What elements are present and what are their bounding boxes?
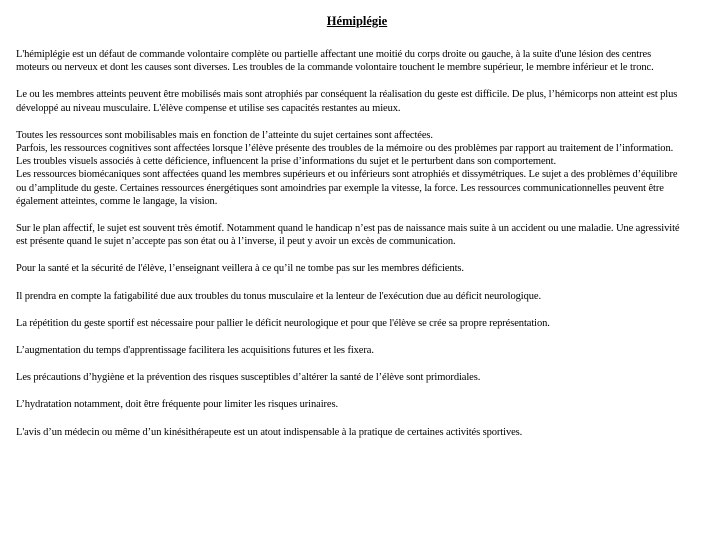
paragraph-mobilisation: Le ou les membres atteints peuvent être mobilisés mais sont atrophiés par conséquent la réalisation du geste est difficile. De plus, l’hémicorps non atteint est plus développé au niveau musculaire. L'élève compense et utilise ses capacités restantes au mieux. <box>16 89 678 114</box>
page-title: Hémiplégie <box>326 14 388 28</box>
paragraph-avis-medical: L'avis d’un médecin ou même d’un kinésithérapeute est un atout indispensable à la pratique de certaines activités sportives. <box>16 426 523 438</box>
paragraph-apprentissage: L’augmentation du temps d'apprentissage facilitera les acquisitions futures et les fixera. <box>16 345 374 357</box>
document-body <box>16 48 684 439</box>
paragraph-fatigabilite: Il prendra en compte la fatigabilité due aux troubles du tonus musculaire et la lenteur de l'exécution due au déficit neurologique. <box>16 290 541 302</box>
paragraph-ressources-biomecaniques: Les ressources biomécaniques sont affectées quand les membres supérieurs et ou inférieurs sont atrophiés et dissymétriques. Le sujet a des problèmes d’équilibre ou d’amplitude du geste. Certaines ressources énergétiques sont amoindries par exemple la vitesse, la force. Les ressources communicationnelles peuvent être également atteintes, comme le langage, la vision. <box>16 169 678 207</box>
paragraph-hygiene: Les précautions d’hygiène et la prévention des risques susceptibles d’altérer la santé de l’élève sont primordiales. <box>16 372 481 384</box>
paragraph-troubles-visuels: Les troubles visuels associés à cette déficience, influencent la prise d’informations du sujet et le perturbent dans son comportement. <box>16 156 557 168</box>
paragraph-ressources-cognitives: Parfois, les ressources cognitives sont affectées lorsque l’élève présente des troubles de la mémoire ou des problèmes par rapport au traitement de l’information. <box>16 143 674 155</box>
paragraph-definition: L'hémiplégie est un défaut de commande volontaire complète ou partielle affectant une moitié du corps droite ou gauche, à la suite d'une lésion des centres moteurs ou nerveux et dont les causes sont diverses. Les troubles de la commande volontaire touchent le membre supérieur, le membre inférieur et le tronc. <box>16 49 654 74</box>
paragraph-hydratation: L’hydratation notamment, doit être fréquente pour limiter les risques urinaires. <box>16 399 338 411</box>
paragraph-securite: Pour la santé et la sécurité de l'élève, l’enseignant veillera à ce qu’il ne tombe pas sur les membres déficients. <box>16 263 464 275</box>
paragraph-ressources-intro: Toutes les ressources sont mobilisables mais en fonction de l’atteinte du sujet certaines sont affectées. <box>16 129 433 141</box>
paragraph-repetition: La répétition du geste sportif est nécessaire pour pallier le déficit neurologique et pour que l'élève se crée sa propre représentation. <box>16 317 550 329</box>
paragraph-affectif: Sur le plan affectif, le sujet est souvent très émotif. Notamment quand le handicap n’est pas de naissance mais suite à un accident ou une maladie. Une agressivité est présente quand le sujet n’accepte pas son état ou à l’inverse, il peut y avoir un excès de communication. <box>16 223 680 248</box>
